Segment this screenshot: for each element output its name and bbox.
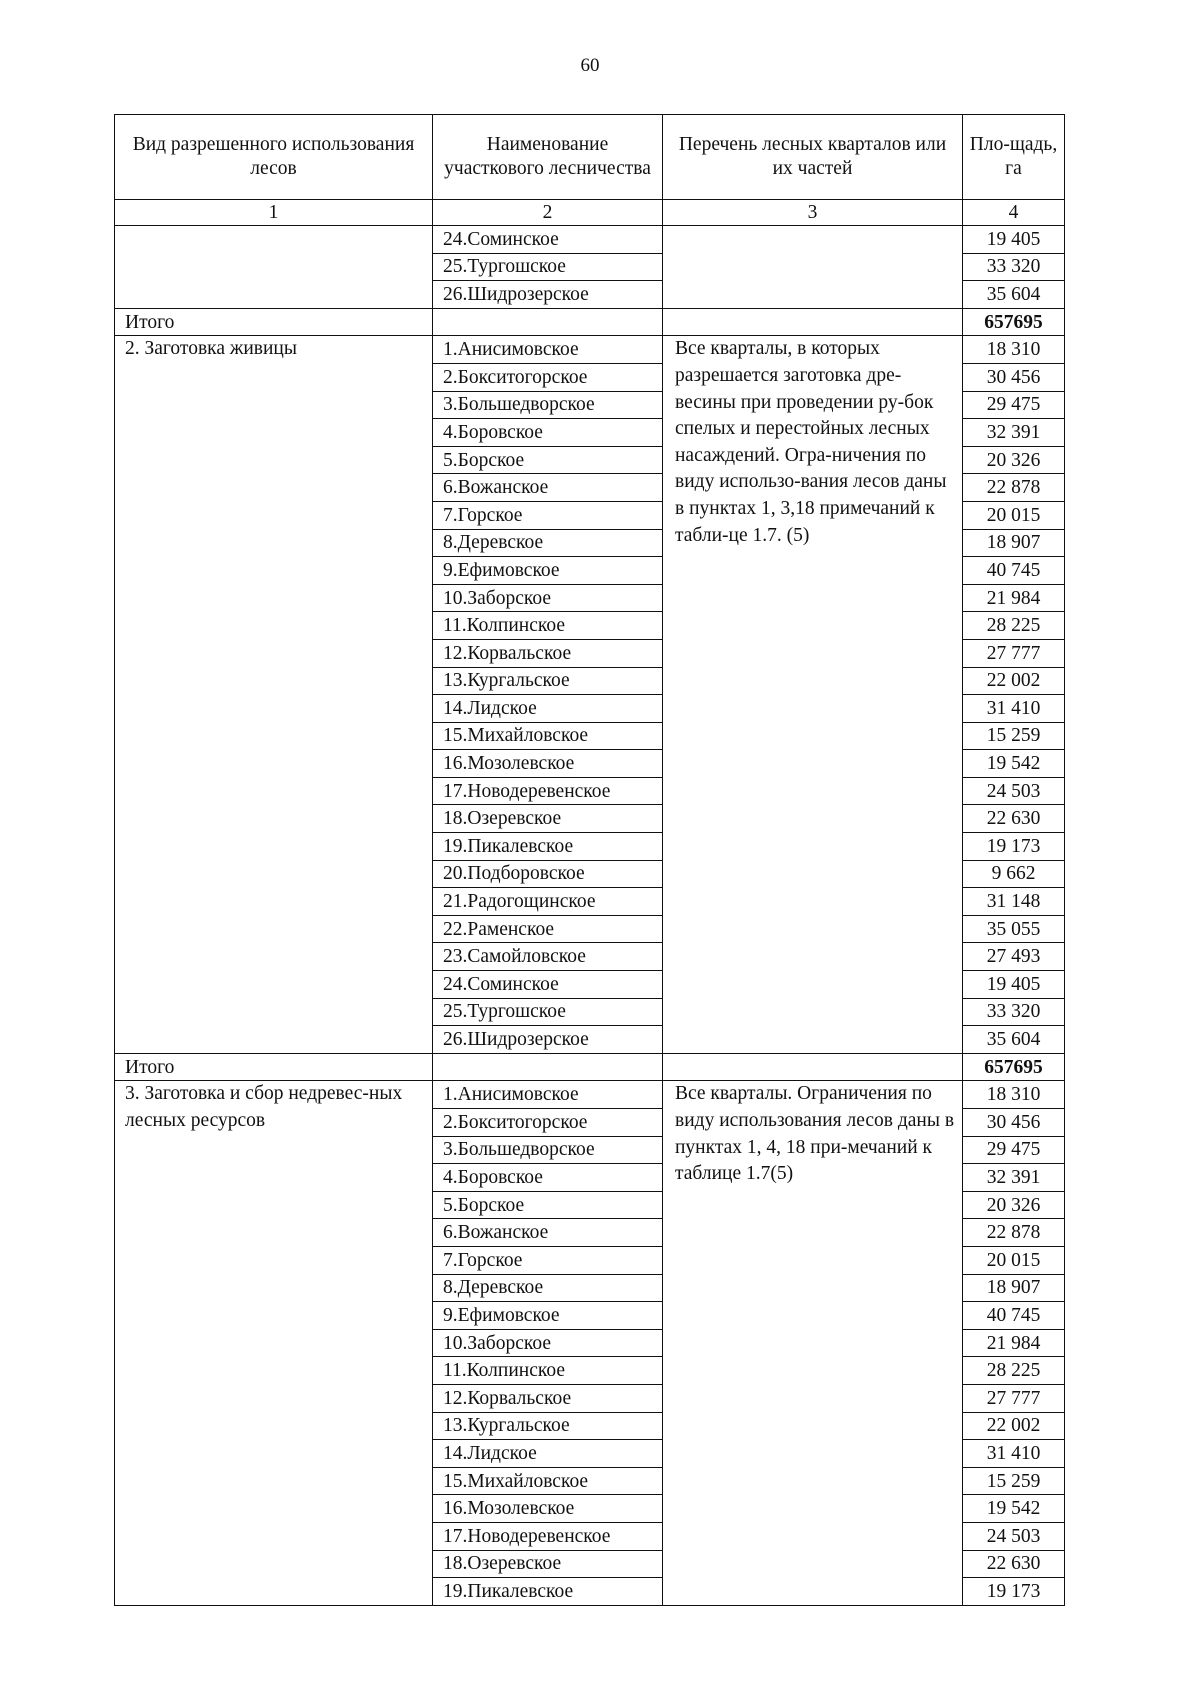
forestry-name-cell: 17.Новодеревенское [433, 1522, 663, 1550]
forestry-name-cell: 24.Соминское [433, 226, 663, 254]
forestry-name-cell: 26.Шидрозерское [433, 1026, 663, 1054]
column-number-row [115, 200, 1065, 226]
table-row [115, 1081, 1065, 1109]
use-type-cell: 2. Заготовка живицы [115, 336, 433, 1053]
forestry-name-cell: 12.Корвальское [433, 1384, 663, 1412]
area-cell: 35 055 [963, 915, 1065, 943]
area-cell: 15 259 [963, 722, 1065, 750]
area-cell: 18 310 [963, 1081, 1065, 1109]
area-cell: 28 225 [963, 1357, 1065, 1385]
forestry-name-cell: 9.Ефимовское [433, 557, 663, 585]
area-cell: 24 503 [963, 777, 1065, 805]
area-cell: 29 475 [963, 1136, 1065, 1164]
forestry-name-cell: 2.Бокситогорское [433, 1109, 663, 1137]
area-cell: 19 405 [963, 226, 1065, 254]
area-cell: 18 907 [963, 1274, 1065, 1302]
area-cell: 19 542 [963, 1495, 1065, 1523]
area-cell: 27 777 [963, 639, 1065, 667]
column-number-4: 4 [963, 200, 1065, 226]
forestry-name-cell: 18.Озеревское [433, 805, 663, 833]
forestry-name-cell: 13.Кургальское [433, 667, 663, 695]
forestry-name-cell: 16.Мозолевское [433, 1495, 663, 1523]
area-cell: 28 225 [963, 612, 1065, 640]
area-cell: 33 320 [963, 253, 1065, 281]
forestry-name-cell: 26.Шидрозерское [433, 281, 663, 309]
forestry-name-cell: 16.Мозолевское [433, 750, 663, 778]
forest-use-table [114, 114, 1065, 1606]
forestry-name-cell: 12.Корвальское [433, 639, 663, 667]
column-number-1: 1 [115, 200, 433, 226]
table-header-row [115, 115, 1065, 200]
forestry-name-cell: 25.Тургошское [433, 998, 663, 1026]
forestry-name-cell: 5.Борское [433, 446, 663, 474]
table-row [115, 336, 1065, 364]
quarters-continuation [663, 226, 963, 309]
forestry-name-cell: 7.Горское [433, 1246, 663, 1274]
area-cell: 40 745 [963, 1302, 1065, 1330]
table-row [115, 226, 1065, 254]
area-cell: 30 456 [963, 363, 1065, 391]
forestry-name-cell: 18.Озеревское [433, 1550, 663, 1578]
total-label: Итого [115, 1053, 433, 1081]
quarters-cell: Все кварталы. Ограничения по виду использования лесов даны в пунктах 1, 4, 18 при-мечаний к таблице 1.7(5) [663, 1081, 963, 1605]
use-type-cell: 3. Заготовка и сбор недревес-ных лесных ресурсов [115, 1081, 433, 1605]
forestry-name-cell: 20.Подборовское [433, 860, 663, 888]
forestry-name-cell: 3.Большедворское [433, 1136, 663, 1164]
forestry-name-cell: 9.Ефимовское [433, 1302, 663, 1330]
area-cell: 22 002 [963, 1412, 1065, 1440]
area-cell: 21 984 [963, 1329, 1065, 1357]
forestry-name-cell: 5.Борское [433, 1191, 663, 1219]
header-forestry-name: Наименование участкового лесничества [433, 115, 663, 200]
forestry-name-cell: 23.Самойловское [433, 943, 663, 971]
forestry-name-cell: 6.Вожанское [433, 1219, 663, 1247]
forestry-name-cell: 19.Пикалевское [433, 833, 663, 861]
area-cell: 19 173 [963, 1578, 1065, 1606]
area-cell: 32 391 [963, 1164, 1065, 1192]
area-cell: 31 410 [963, 695, 1065, 723]
area-cell: 15 259 [963, 1467, 1065, 1495]
forestry-name-cell: 7.Горское [433, 501, 663, 529]
forestry-name-cell: 19.Пикалевское [433, 1578, 663, 1606]
area-cell: 31 148 [963, 888, 1065, 916]
header-area: Пло-щадь, га [963, 115, 1065, 200]
forestry-name-cell: 15.Михайловское [433, 1467, 663, 1495]
area-cell: 24 503 [963, 1522, 1065, 1550]
area-cell: 20 326 [963, 446, 1065, 474]
forestry-name-cell: 21.Радогощинское [433, 888, 663, 916]
total-empty-quarters [663, 308, 963, 336]
total-row [115, 308, 1065, 336]
area-cell: 9 662 [963, 860, 1065, 888]
forestry-name-cell: 8.Деревское [433, 529, 663, 557]
area-cell: 18 310 [963, 336, 1065, 364]
area-cell: 32 391 [963, 419, 1065, 447]
area-cell: 22 878 [963, 1219, 1065, 1247]
area-cell: 40 745 [963, 557, 1065, 585]
area-cell: 27 493 [963, 943, 1065, 971]
area-cell: 20 015 [963, 1246, 1065, 1274]
header-quarters-list: Перечень лесных кварталов или их частей [663, 115, 963, 200]
total-value: 657695 [963, 308, 1065, 336]
forestry-name-cell: 13.Кургальское [433, 1412, 663, 1440]
area-cell: 19 173 [963, 833, 1065, 861]
area-cell: 22 002 [963, 667, 1065, 695]
page-number: 60 [580, 55, 600, 76]
area-cell: 19 542 [963, 750, 1065, 778]
area-cell: 27 777 [963, 1384, 1065, 1412]
forestry-name-cell: 22.Раменское [433, 915, 663, 943]
forestry-name-cell: 15.Михайловское [433, 722, 663, 750]
header-use-type: Вид разрешенного использования лесов [115, 115, 433, 200]
area-cell: 22 878 [963, 474, 1065, 502]
total-empty-forestry [433, 1053, 663, 1081]
area-cell: 22 630 [963, 1550, 1065, 1578]
forestry-name-cell: 3.Большедворское [433, 391, 663, 419]
total-empty-forestry [433, 308, 663, 336]
total-label: Итого [115, 308, 433, 336]
area-cell: 29 475 [963, 391, 1065, 419]
forestry-name-cell: 10.Заборское [433, 1329, 663, 1357]
forestry-name-cell: 17.Новодеревенское [433, 777, 663, 805]
forestry-name-cell: 10.Заборское [433, 584, 663, 612]
use-type-continuation [115, 226, 433, 309]
forestry-name-cell: 11.Колпинское [433, 612, 663, 640]
quarters-cell: Все кварталы, в которых разрешается заготовка дре-весины при проведении ру-бок спелых и перестойных лесных насаждений. Огра-ничения по виду использо-вания лесов даны в пунктах 1, 3,18 примечаний к табли-це 1.7. (5) [663, 336, 963, 1053]
total-row [115, 1053, 1065, 1081]
area-cell: 35 604 [963, 1026, 1065, 1054]
total-value: 657695 [963, 1053, 1065, 1081]
forestry-name-cell: 4.Боровское [433, 1164, 663, 1192]
forestry-name-cell: 4.Боровское [433, 419, 663, 447]
area-cell: 19 405 [963, 971, 1065, 999]
column-number-3: 3 [663, 200, 963, 226]
area-cell: 20 015 [963, 501, 1065, 529]
forestry-name-cell: 14.Лидское [433, 695, 663, 723]
forestry-name-cell: 8.Деревское [433, 1274, 663, 1302]
forestry-name-cell: 1.Анисимовское [433, 1081, 663, 1109]
forestry-name-cell: 14.Лидское [433, 1440, 663, 1468]
forestry-name-cell: 24.Соминское [433, 971, 663, 999]
area-cell: 18 907 [963, 529, 1065, 557]
area-cell: 22 630 [963, 805, 1065, 833]
total-empty-quarters [663, 1053, 963, 1081]
area-cell: 21 984 [963, 584, 1065, 612]
forestry-name-cell: 2.Бокситогорское [433, 363, 663, 391]
area-cell: 33 320 [963, 998, 1065, 1026]
forestry-name-cell: 11.Колпинское [433, 1357, 663, 1385]
area-cell: 30 456 [963, 1109, 1065, 1137]
forestry-name-cell: 1.Анисимовское [433, 336, 663, 364]
forestry-name-cell: 25.Тургошское [433, 253, 663, 281]
column-number-2: 2 [433, 200, 663, 226]
area-cell: 35 604 [963, 281, 1065, 309]
forestry-name-cell: 6.Вожанское [433, 474, 663, 502]
area-cell: 20 326 [963, 1191, 1065, 1219]
area-cell: 31 410 [963, 1440, 1065, 1468]
